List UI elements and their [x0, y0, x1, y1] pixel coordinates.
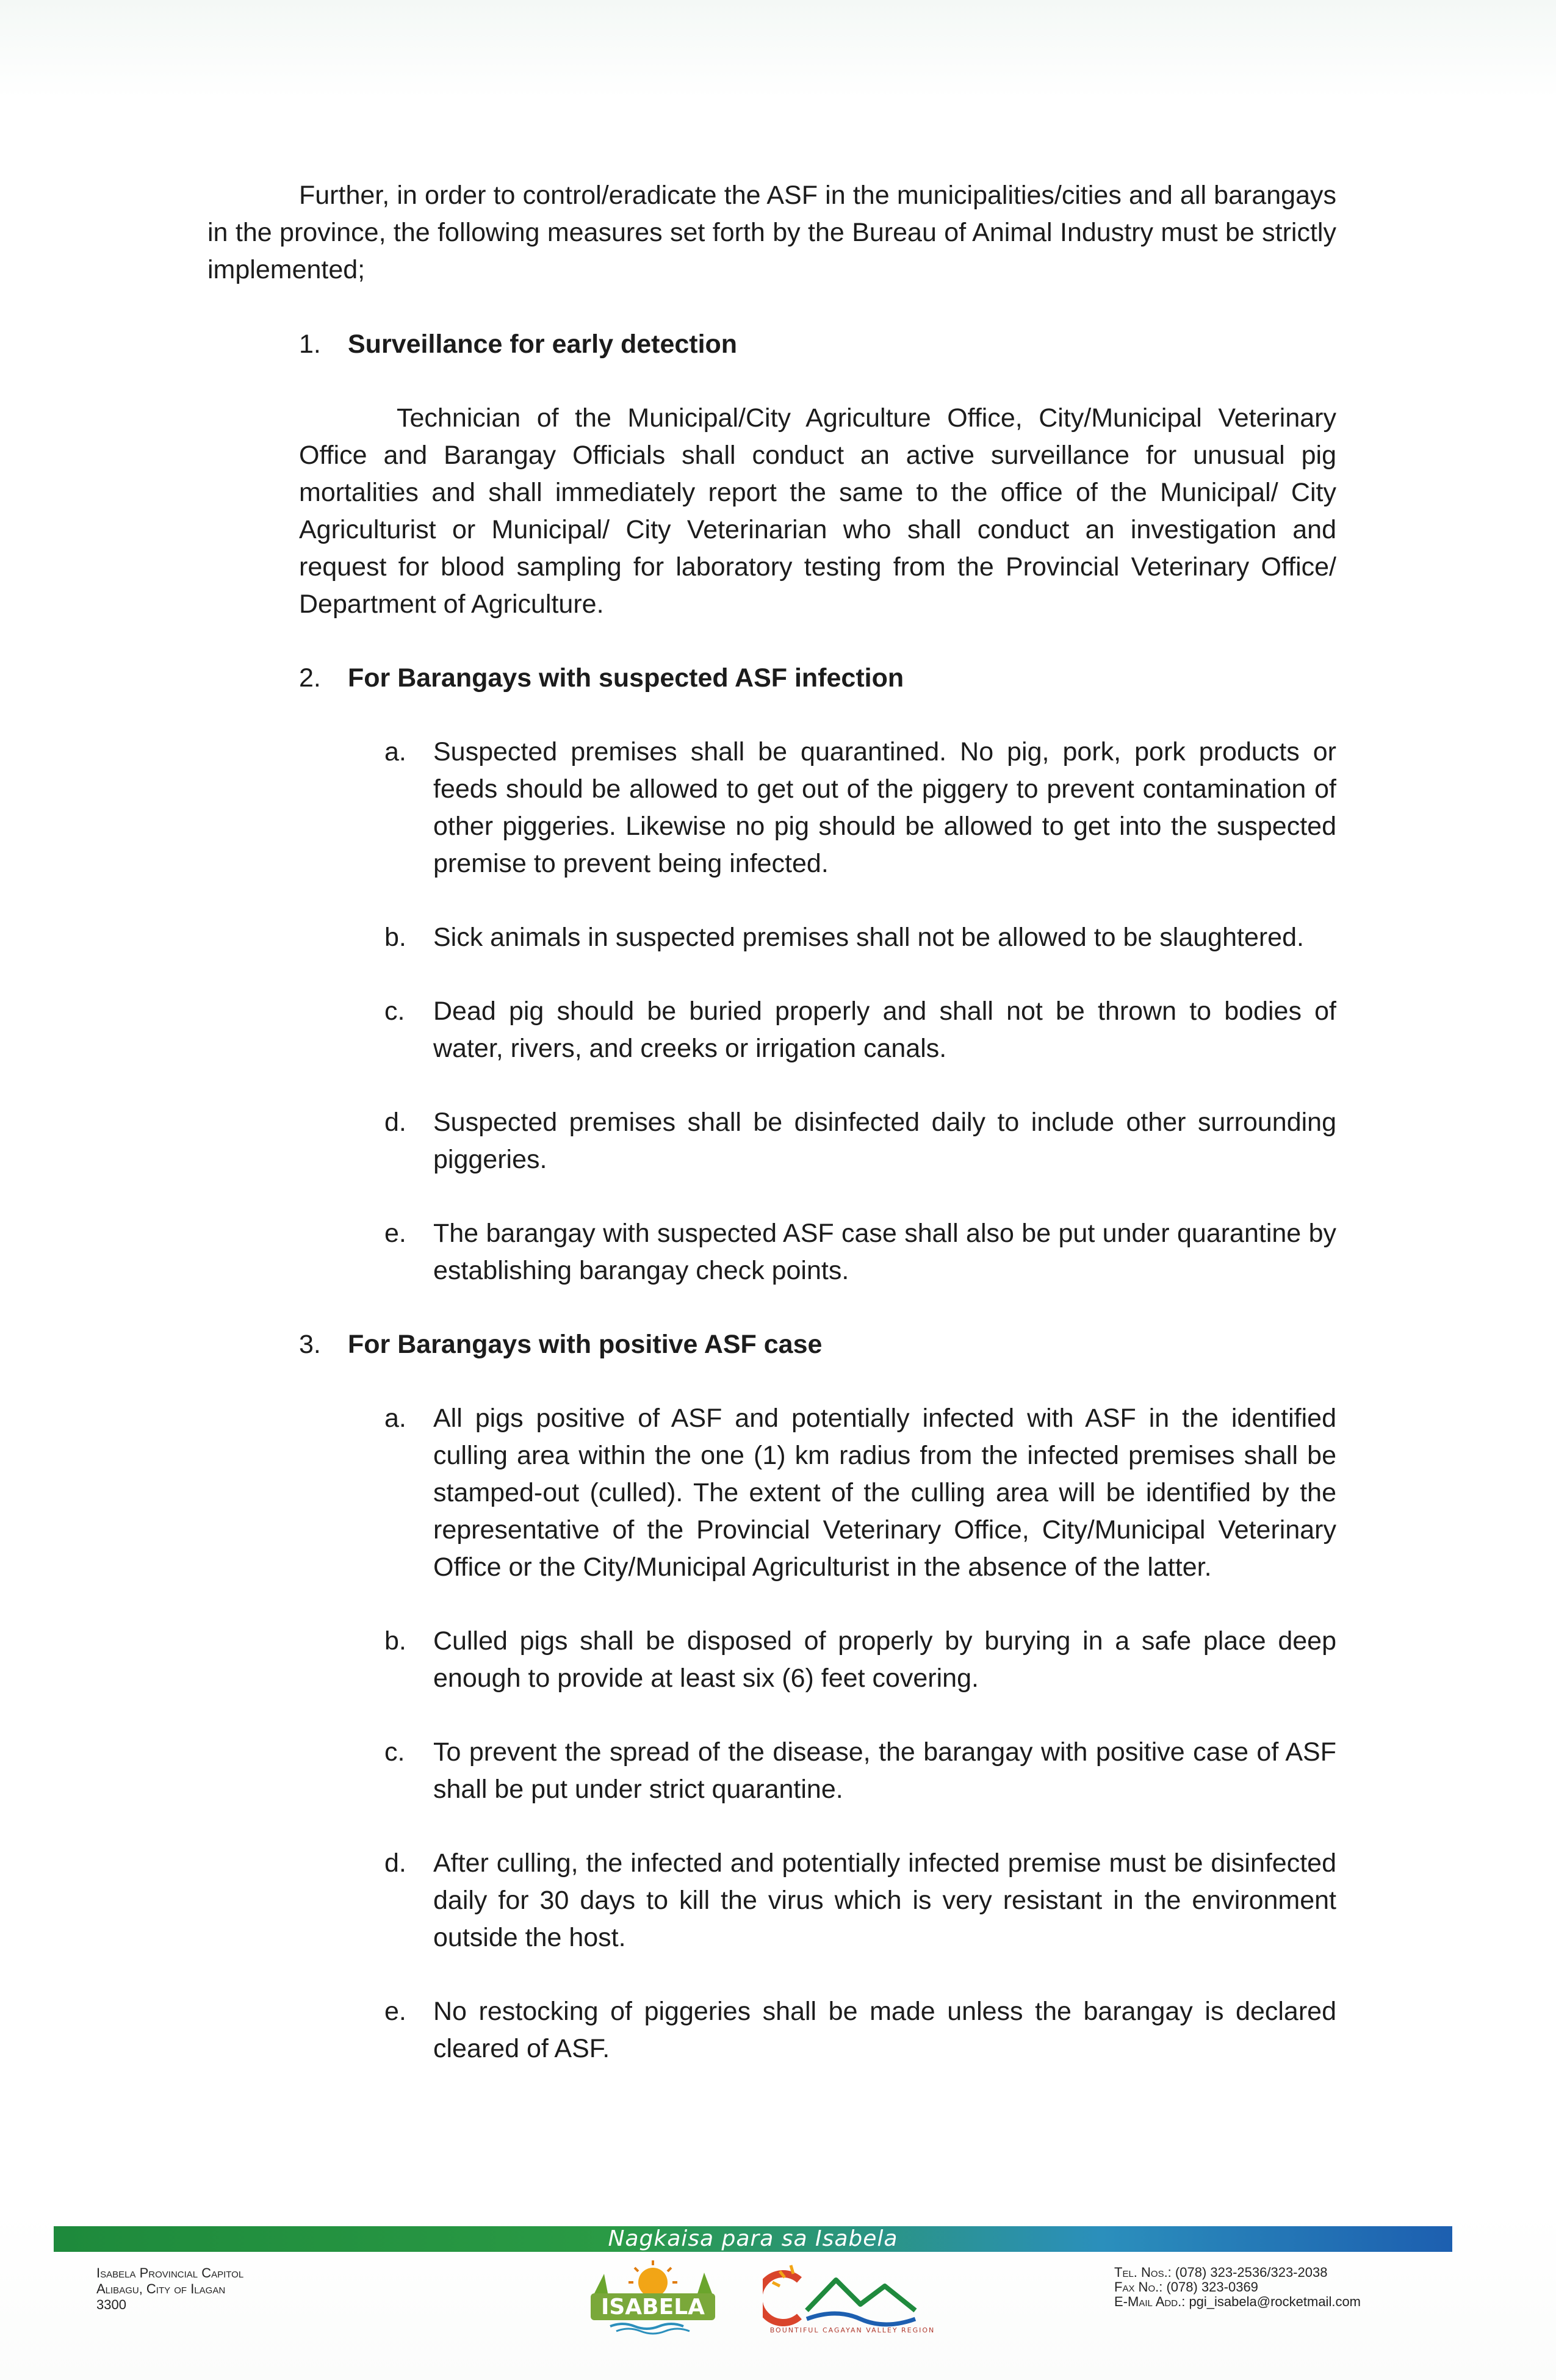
fax-label: Fax No.: — [1114, 2279, 1163, 2295]
address-line: 3300 — [96, 2297, 126, 2312]
item-text: All pigs positive of ASF and potentially infected with ASF in the identified culling area within the one (1) km radius from the infected premises shall be stamped-out (culled). The extent of the culling area will be identified by the representative of the Provincial Veterinary Office, City/Municipal Veterinary Office or the City/Municipal Agriculturist in the absence of the latter. — [433, 1404, 1336, 1582]
footer-banner — [54, 2226, 1452, 2252]
list-item — [207, 1845, 1336, 1956]
document-body — [207, 177, 1336, 2068]
address-line: Alibagu, City of Ilagan — [96, 2281, 226, 2296]
footer-address — [96, 2265, 243, 2313]
list-item — [207, 993, 1336, 1067]
fax-line — [1114, 2280, 1361, 2295]
list-item — [207, 1993, 1336, 2068]
footer-contact — [1114, 2265, 1361, 2309]
list-item — [207, 1104, 1336, 1178]
fax-value: (078) 323-0369 — [1166, 2279, 1258, 2295]
region-logo — [763, 2256, 934, 2335]
list-item — [207, 1623, 1336, 1697]
isabela-logo — [574, 2256, 732, 2335]
item-text: After culling, the infected and potentially infected premise must be disinfected daily for 30 days to kill the virus which is very resistant in the environment outside the host. — [433, 1848, 1336, 1952]
address-line: Isabela Provincial Capitol — [96, 2265, 244, 2281]
item-text: Culled pigs shall be disposed of properly by burying in a safe place deep enough to provide at least six (6) feet covering. — [433, 1626, 1336, 1693]
item-letter: b. — [384, 1626, 406, 1656]
item-text: No restocking of piggeries shall be made unless the barangay is declared cleared of ASF. — [433, 1997, 1336, 2063]
region-caption: BOUNTIFUL CAGAYAN VALLEY REGION — [769, 2326, 935, 2334]
section-3-heading — [299, 1326, 1336, 1363]
item-text: Suspected premises shall be disinfected daily to include other surrounding piggeries. — [433, 1108, 1336, 1174]
item-text: Sick animals in suspected premises shall not be allowed to be slaughtered. — [433, 923, 1304, 952]
section-title: For Barangays with positive ASF case — [348, 1330, 823, 1359]
section-2-heading — [299, 660, 1336, 697]
item-letter: a. — [384, 737, 406, 766]
list-item — [207, 734, 1336, 882]
list-item — [207, 1734, 1336, 1808]
list-item — [207, 1215, 1336, 1289]
list-item — [207, 919, 1336, 956]
intro-paragraph: Further, in order to control/eradicate the ASF in the municipalities/cities and all barangays in the province, the following measures set forth by the Bureau of Animal Industry must be strictly implemented; — [207, 181, 1336, 284]
item-letter: d. — [384, 1848, 406, 1878]
item-letter: c. — [384, 1737, 405, 1767]
banner-motto: Nagkaisa para sa Isabela — [608, 2226, 898, 2251]
item-letter: e. — [384, 1997, 406, 2026]
item-text: Dead pig should be buried properly and shall not be thrown to bodies of water, rivers, and creeks or irrigation canals. — [433, 997, 1336, 1063]
item-text: To prevent the spread of the disease, the barangay with positive case of ASF shall be put under strict quarantine. — [433, 1737, 1336, 1804]
item-letter: c. — [384, 997, 405, 1026]
email-line — [1114, 2295, 1361, 2309]
section-number: 2. — [299, 663, 321, 693]
item-letter: b. — [384, 923, 406, 952]
section-number: 3. — [299, 1330, 321, 1359]
item-letter: a. — [384, 1404, 406, 1433]
list-item — [207, 1400, 1336, 1586]
item-letter: e. — [384, 1219, 406, 1248]
section-title: For Barangays with suspected ASF infection — [348, 663, 904, 693]
email-label: E-Mail Add.: — [1114, 2294, 1186, 2309]
section-1-heading — [299, 326, 1336, 363]
tel-line — [1114, 2265, 1361, 2280]
tel-value: (078) 323-2536/323-2038 — [1175, 2265, 1328, 2280]
item-text: The barangay with suspected ASF case shall also be put under quarantine by establishing barangay check points. — [433, 1219, 1336, 1285]
section-title: Surveillance for early detection — [348, 330, 738, 359]
email-value: pgi_isabela@rocketmail.com — [1189, 2294, 1361, 2309]
section-1-body: Technician of the Municipal/City Agriculture Office, City/Municipal Veterinary Office and Barangay Officials shall conduct an active surveillance for unusual pig mortalities and shall immediately report the same to the office of the Municipal/ City Agriculturist or Municipal/ City Veterinarian who shall conduct an investigation and request for blood sampling for laboratory testing from the Provincial Veterinary Office/ Department of Agriculture. — [299, 403, 1336, 619]
item-letter: d. — [384, 1108, 406, 1137]
tel-label: Tel. Nos.: — [1114, 2265, 1172, 2280]
section-number: 1. — [299, 330, 321, 359]
logo-wordmark: ISABELA — [600, 2295, 705, 2320]
item-text: Suspected premises shall be quarantined. No pig, pork, pork products or feeds should be allowed to get out of the piggery to prevent contamination of other piggeries. Likewise no pig should be allowed to get into the suspected premise to prevent being infected. — [433, 737, 1336, 878]
